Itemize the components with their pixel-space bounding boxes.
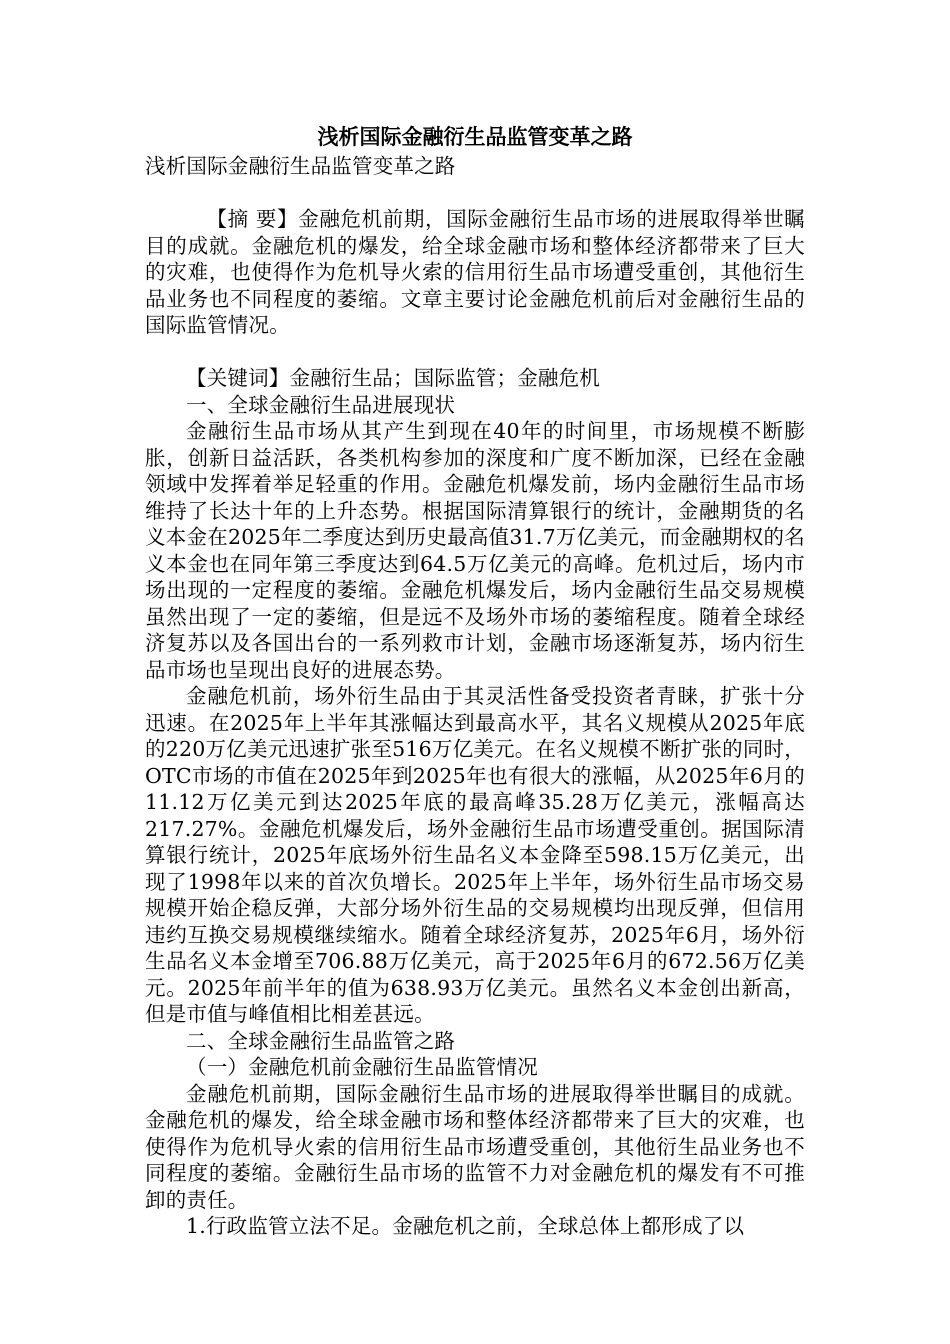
section-heading-2: 二、全球金融衍生品监管之路 (186, 1028, 456, 1053)
abstract-paragraph: 【摘 要】金融危机前期，国际金融衍生品市场的进展取得举世瞩目的成就。金融危机的爆发，给全球金融市场和整体经济都带来了巨大的灾难，也使得作为危机导火索的信用衍生品市场遭受重创，其他衍生品业务也不同程度的萎缩。文章主要讨论金融危机前后对金融衍生品的国际监管情况。 (145, 207, 805, 337)
document-subtitle: 浅析国际金融衍生品监管变革之路 (145, 154, 456, 178)
blank-line (145, 339, 805, 366)
blank-line (145, 180, 805, 207)
subsection-heading-1: （一）金融危机前金融衍生品监管情况 (186, 1055, 538, 1079)
body-paragraph-4: 1.行政监管立法不足。金融危机之前，全球总体上都形成了以 (186, 1214, 745, 1238)
keywords-line: 【关键词】金融衍生品；国际监管；金融危机 (186, 366, 600, 390)
section-heading-1: 一、全球金融衍生品进展现状 (186, 392, 456, 417)
document-title: 浅析国际金融衍生品监管变革之路 (317, 124, 633, 149)
body-paragraph-3: 金融危机前期，国际金融衍生品市场的进展取得举世瞩目的成就。金融危机的爆发，给全球金融市场和整体经济都带来了巨大的灾难，也使得作为危机导火索的信用衍生品市场遭受重创，其他衍生品业务也不同程度的萎缩。金融衍生品市场的监管不力对金融危机的爆发有不可推卸的责任。 (145, 1081, 805, 1212)
body-paragraph-2: 金融危机前，场外衍生品由于其灵活性备受投资者青睐，扩张十分迅速。在2025年上半年其涨幅达到最高水平，其名义规模从2025年底的220万亿美元迅速扩张至516万亿美元。在名义规模不断扩张的同时，OTC市场的市值在2025年到2025年也有很大的涨幅，从2025年6月的11.12万亿美元到达2025年底的最高峰35.28万亿美元，涨幅高达217.27%。金融危机爆发后，场外金融衍生品市场遭受重创。据国际清算银行统计，2025年底场外衍生品名义本金降至598.15万亿美元，出现了1998年以来的首次负增长。2025年上半年，场外衍生品市场交易规模开始企稳反弹，大部分场外衍生品的交易规模均出现反弹，但信用违约互换交易规模继续缩水。随着全球经济复苏，2025年6月，场外衍生品名义本金增至706.88万亿美元，高于2025年6月的672.56万亿美元。2025年前半年的值为638.93万亿美元。虽然名义本金创出新高，但是市值与峰值相比相差甚远。 (145, 684, 805, 1026)
body-paragraph-1: 金融衍生品市场从其产生到现在40年的时间里，市场规模不断膨胀，创新日益活跃，各类机构参加的深度和广度不断加深，已经在金融领域中发挥着举足轻重的作用。金融危机爆发前，场内金融衍生品市场维持了长达十年的上升态势。根据国际清算银行的统计，金融期货的名义本金在2025年二季度达到历史最高值31.7万亿美元，而金融期权的名义本金也在同年第三季度达到64.5万亿美元的高峰。危机过后，场内市场出现的一定程度的萎缩。金融危机爆发后，场内金融衍生品交易规模虽然出现了一定的萎缩，但是远不及场外市场的萎缩程度。随着全球经济复苏以及各国出台的一系列救市计划，金融市场逐渐复苏，场内衍生品市场也呈现出良好的进展态势。 (145, 419, 805, 682)
document-body (145, 153, 805, 1240)
